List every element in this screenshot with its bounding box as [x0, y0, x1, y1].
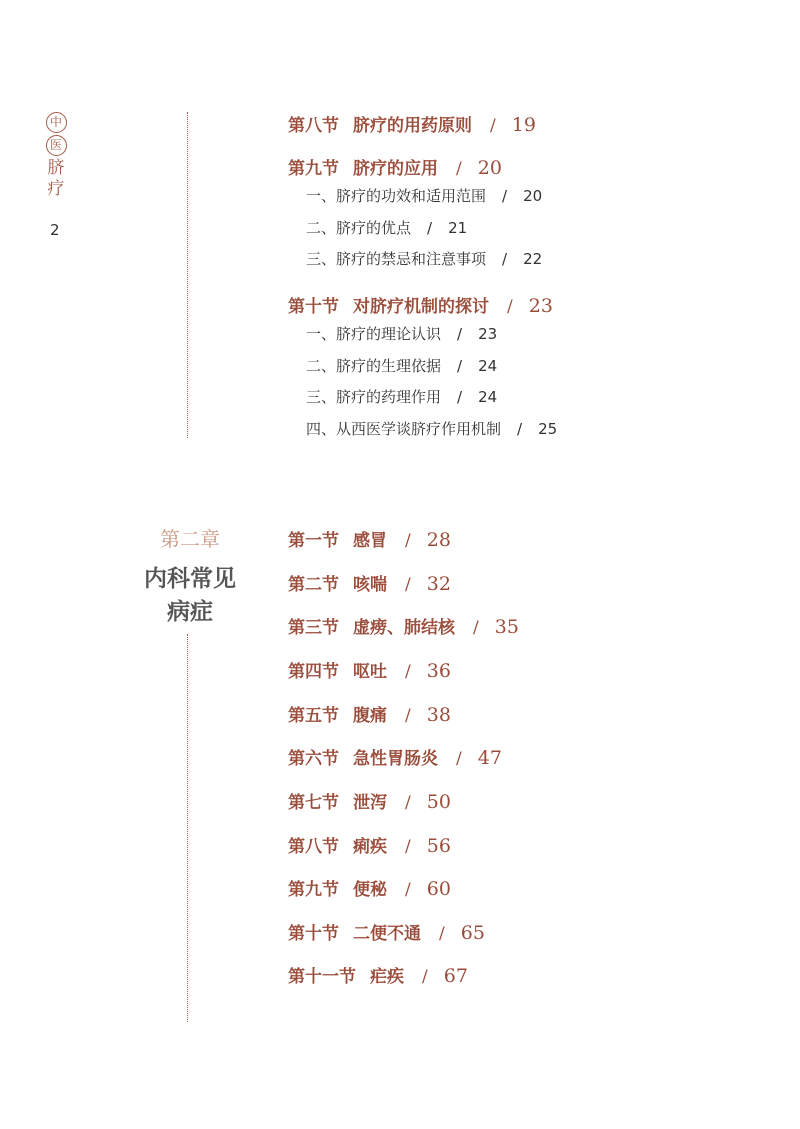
toc-section-10[interactable]: [288, 292, 553, 317]
separator: /: [490, 116, 496, 136]
subitem-title: 二、脐疗的优点: [306, 219, 412, 237]
toc-chapter-section[interactable]: [288, 919, 485, 944]
section-number: 第十节: [288, 924, 339, 944]
section-title: 便秘: [353, 880, 387, 900]
dotted-divider-bottom: [187, 634, 188, 1022]
section-number: 第十一节: [288, 967, 356, 987]
section-page: 47: [477, 747, 502, 769]
section-number: 第五节: [288, 706, 339, 726]
section-number: 第八节: [288, 116, 339, 136]
subitem-page: 23: [478, 325, 498, 343]
toc-chapter-section[interactable]: [288, 570, 451, 595]
chapter-label: 第二章: [160, 527, 220, 551]
toc-chapter-section[interactable]: [288, 832, 451, 857]
toc-subitem[interactable]: [306, 418, 557, 439]
separator: /: [456, 159, 462, 179]
section-number: 第二节: [288, 575, 339, 595]
section-page: 23: [528, 295, 553, 317]
section-page: 28: [426, 529, 451, 551]
toc-subitem[interactable]: [306, 217, 467, 238]
subitem-title: 三、脐疗的禁忌和注意事项: [306, 250, 487, 268]
separator: /: [405, 575, 411, 595]
separator: /: [405, 662, 411, 682]
section-number: 第十节: [288, 297, 339, 317]
subitem-title: 三、脐疗的药理作用: [306, 388, 442, 406]
circle-char-zhong: 中: [46, 112, 67, 133]
separator: /: [439, 924, 445, 944]
subitem-page: 20: [523, 187, 543, 205]
section-number: 第一节: [288, 531, 339, 551]
section-number: 第七节: [288, 793, 339, 813]
toc-subitem[interactable]: [306, 323, 497, 344]
section-page: 36: [426, 660, 451, 682]
section-title: 二便不通: [353, 924, 421, 944]
section-title: 泄泻: [353, 793, 387, 813]
subitem-title: 一、脐疗的功效和适用范围: [306, 187, 487, 205]
subitem-title: 一、脐疗的理论认识: [306, 325, 442, 343]
toc-chapter-section[interactable]: [288, 657, 451, 682]
section-page: 19: [511, 114, 536, 136]
section-page: 38: [426, 704, 451, 726]
section-title: 感冒: [353, 531, 387, 551]
section-page: 56: [426, 835, 451, 857]
book-side-label: [44, 112, 68, 200]
toc-chapter-section[interactable]: [288, 788, 451, 813]
separator: /: [456, 749, 462, 769]
toc-chapter-section[interactable]: [288, 613, 519, 638]
separator: /: [457, 325, 463, 343]
section-title: 咳喘: [353, 575, 387, 595]
section-title: 呕吐: [353, 662, 387, 682]
separator: /: [405, 793, 411, 813]
toc-chapter-section[interactable]: [288, 875, 451, 900]
toc-chapter-section[interactable]: [288, 962, 468, 987]
section-title: 腹痛: [353, 706, 387, 726]
section-title: 急性胃肠炎: [353, 749, 438, 769]
separator: /: [457, 388, 463, 406]
section-title: 脐疗的用药原则: [353, 116, 472, 136]
section-page: 20: [477, 157, 502, 179]
section-number: 第九节: [288, 159, 339, 179]
toc-subitem[interactable]: [306, 248, 542, 269]
separator: /: [473, 618, 479, 638]
subitem-page: 21: [448, 219, 468, 237]
separator: /: [502, 250, 508, 268]
circle-char-yi: 医: [46, 135, 67, 156]
separator: /: [457, 357, 463, 375]
separator: /: [405, 531, 411, 551]
toc-subitem[interactable]: [306, 355, 497, 376]
separator: /: [405, 706, 411, 726]
vertical-char-liao: 疗: [47, 179, 65, 199]
page-number: 2: [50, 221, 60, 239]
separator: /: [517, 420, 523, 438]
separator: /: [502, 187, 508, 205]
section-number: 第六节: [288, 749, 339, 769]
toc-section-8[interactable]: [288, 111, 536, 136]
chapter-title: [120, 562, 260, 628]
section-page: 60: [426, 878, 451, 900]
separator: /: [422, 967, 428, 987]
section-title: 疟疾: [370, 967, 404, 987]
toc-chapter-section[interactable]: [288, 744, 502, 769]
section-title: 脐疗的应用: [353, 159, 438, 179]
subitem-page: 24: [478, 357, 498, 375]
subitem-title: 四、从西医学谈脐疗作用机制: [306, 420, 502, 438]
section-page: 32: [426, 573, 451, 595]
toc-chapter-section[interactable]: [288, 701, 451, 726]
separator: /: [405, 880, 411, 900]
toc-subitem[interactable]: [306, 386, 497, 407]
section-title: 对脐疗机制的探讨: [353, 297, 489, 317]
section-title: 痢疾: [353, 837, 387, 857]
separator: /: [405, 837, 411, 857]
toc-chapter-section[interactable]: [288, 526, 451, 551]
section-page: 65: [460, 922, 485, 944]
toc-section-9[interactable]: [288, 154, 502, 179]
subitem-page: 25: [538, 420, 558, 438]
section-number: 第三节: [288, 618, 339, 638]
subitem-title: 二、脐疗的生理依据: [306, 357, 442, 375]
dotted-divider-top: [187, 112, 188, 438]
separator: /: [507, 297, 513, 317]
section-title: 虚痨、肺结核: [353, 618, 455, 638]
chapter-title-line1: 内科常见: [144, 565, 236, 592]
vertical-char-qi: 脐: [47, 158, 65, 178]
section-number: 第九节: [288, 880, 339, 900]
section-number: 第八节: [288, 837, 339, 857]
section-number: 第四节: [288, 662, 339, 682]
toc-subitem[interactable]: [306, 185, 542, 206]
separator: /: [427, 219, 433, 237]
subitem-page: 24: [478, 388, 498, 406]
chapter-title-line2: 病症: [167, 598, 213, 625]
section-page: 67: [443, 965, 468, 987]
section-page: 35: [494, 616, 519, 638]
section-page: 50: [426, 791, 451, 813]
subitem-page: 22: [523, 250, 543, 268]
